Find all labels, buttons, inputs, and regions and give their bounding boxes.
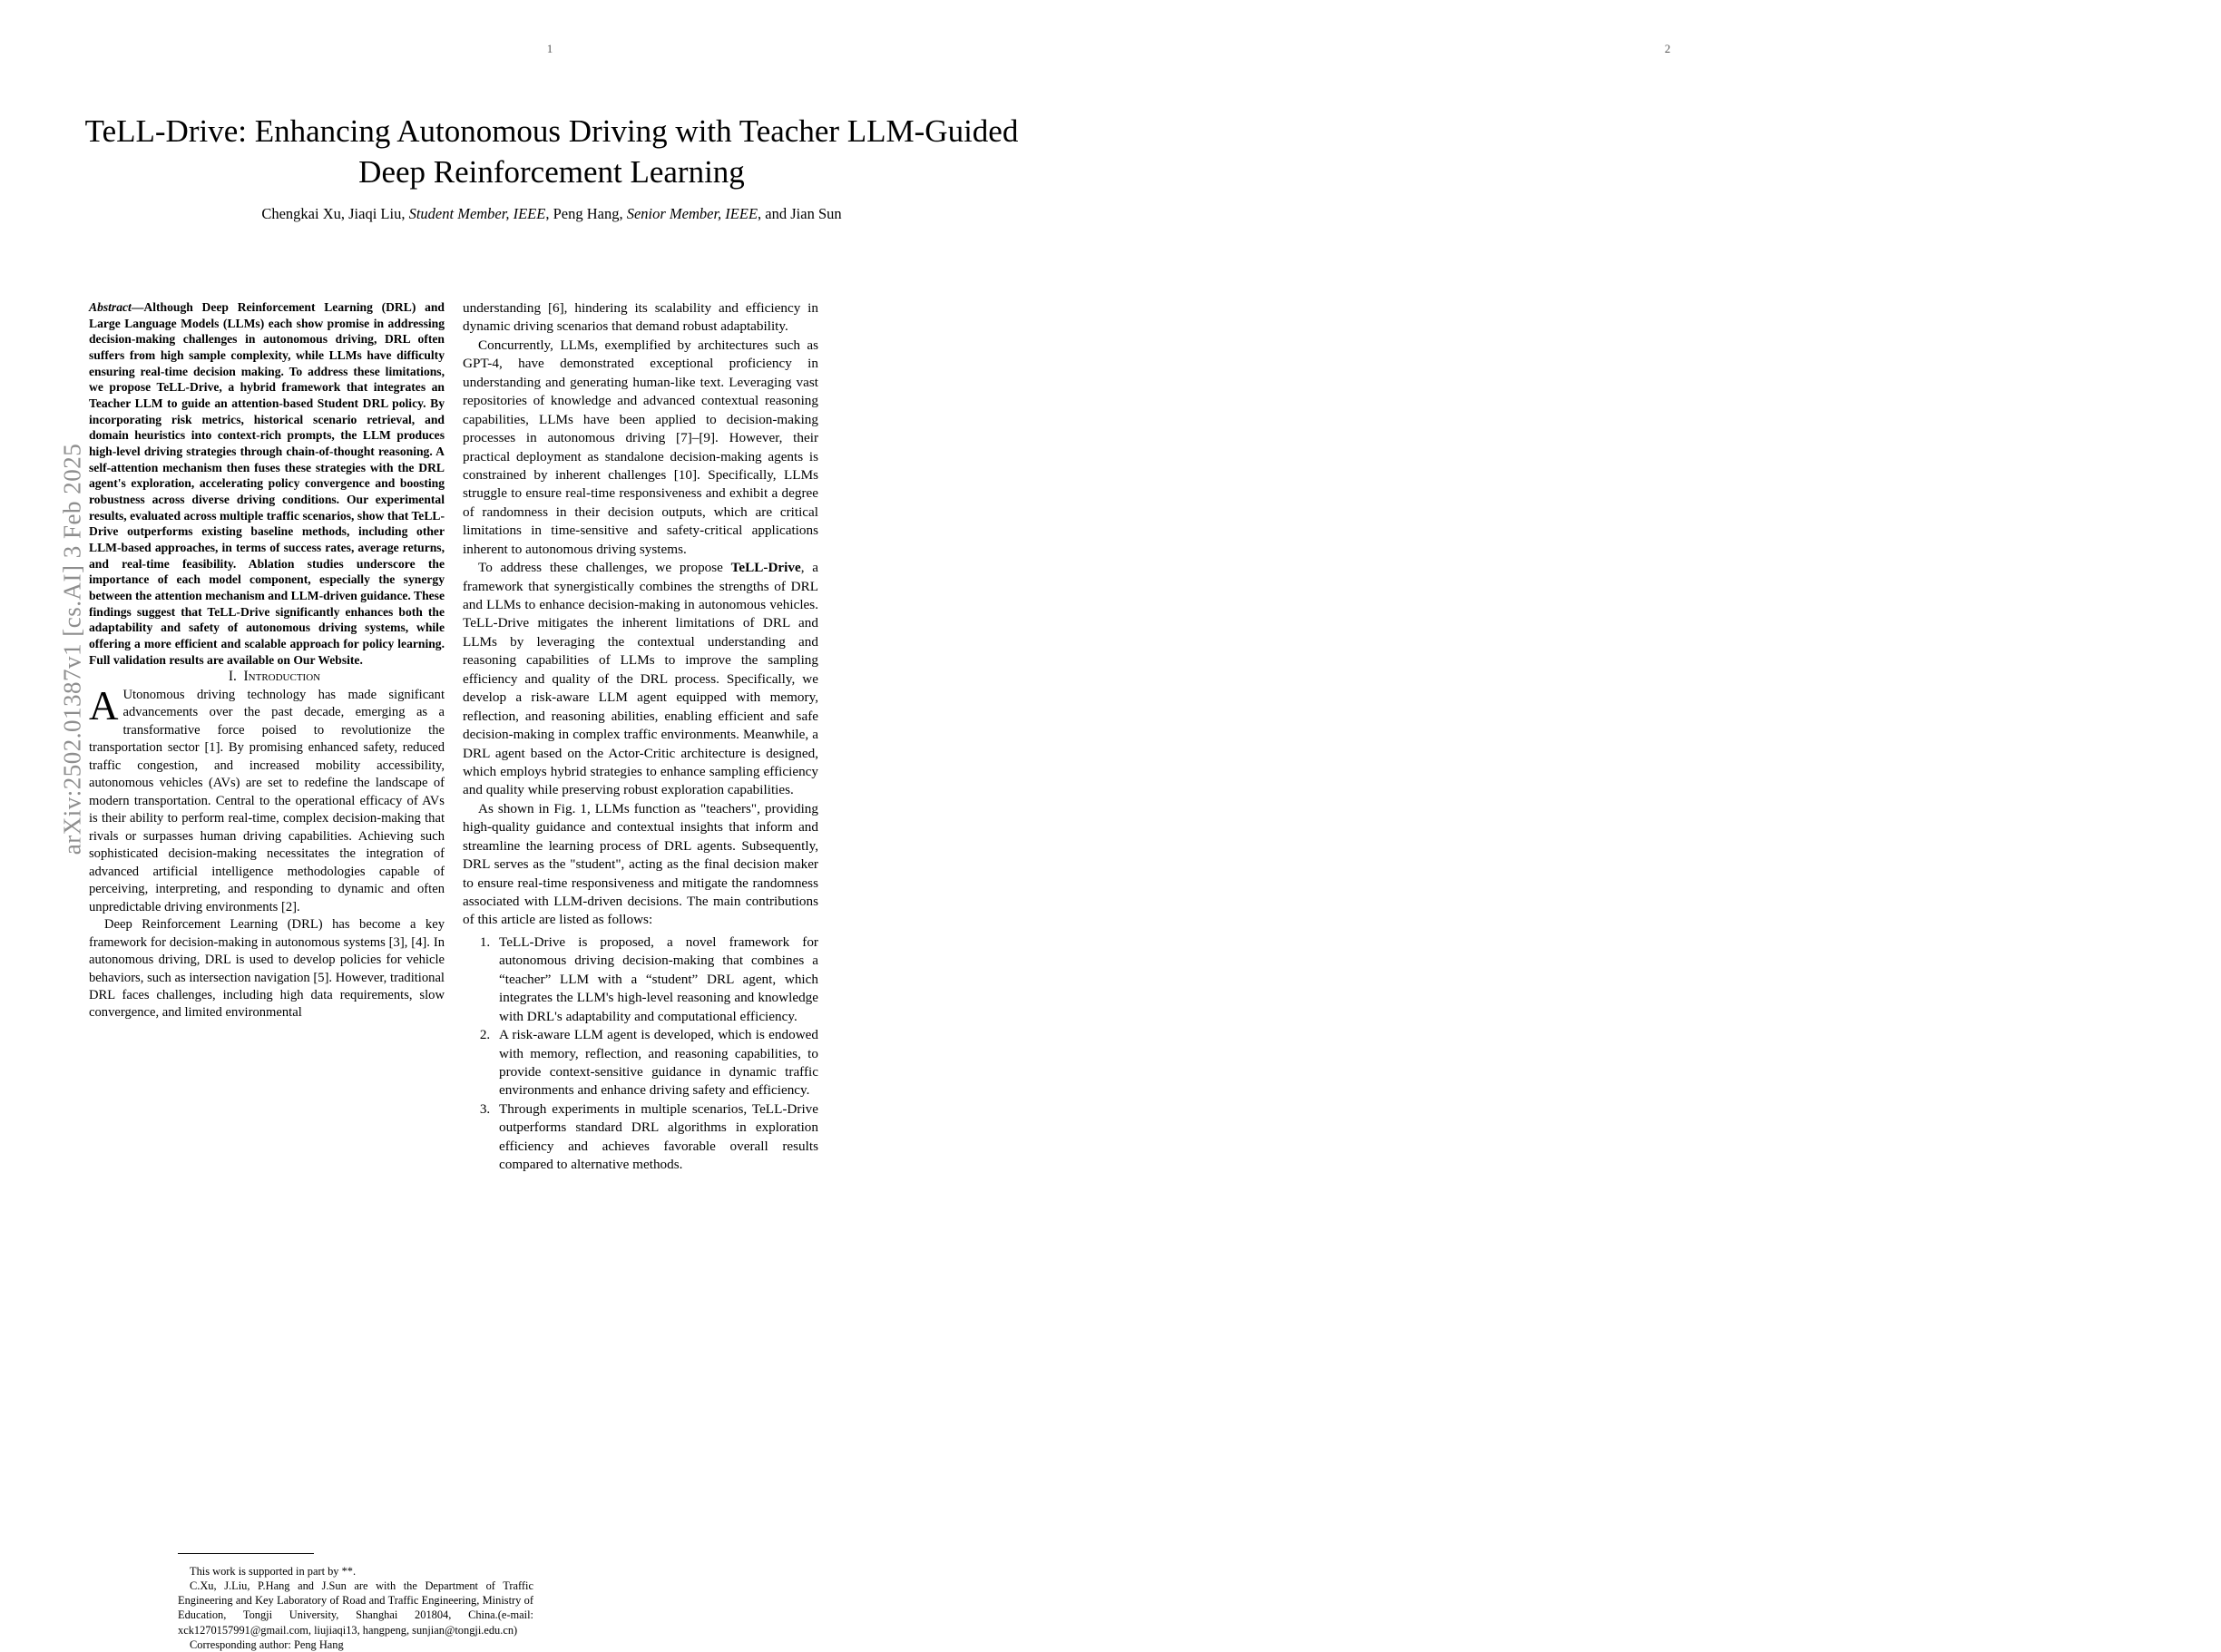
list-item: 2. A risk-aware LLM agent is developed, which is endowed with memory, reflection, and reasoning capabilities, to provide context-sensitive guidance in dynamic traffic environments and enhance driving safety and efficiency. bbox=[494, 1026, 818, 1100]
page1-column-left bbox=[89, 299, 533, 1651]
paper-page-2 bbox=[1110, 0, 2221, 1437]
abstract bbox=[89, 299, 445, 668]
section-heading-introduction bbox=[89, 668, 445, 687]
contributions-list bbox=[463, 934, 818, 1175]
intro-p5-b: , a framework that synergistically combines the strengths of DRL and LLMs to enhance decision-making in autonomous vehicles. TeLL-Drive mitigates the inherent limitations of DRL and LLMs by leveraging the contextual understanding and reasoning capabilities of LLMs to improve the sampling efficiency and quality of the DRL process. Specifically, we develop a risk-aware LLM agent equipped with memory, reflection, and reasoning abilities, enabling efficient and safe decision-making in complex traffic environments. Meanwhile, a DRL agent based on the Actor-Critic architecture is designed, which employs hybrid strategies to enhance sampling efficiency and quality while preserving robust exploration capabilities. bbox=[463, 560, 818, 798]
arxiv-stamp: arXiv:2502.01387v1 [cs.AI] 3 Feb 2025 bbox=[58, 443, 86, 855]
abstract-body: Although Deep Reinforcement Learning (DRL) and Large Language Models (LLMs) each show promise in addressing decision-making challenges in autonomous driving, DRL often suffers from high sample complexity, while LLMs have difficulty ensuring real-time decision making. To address these limitations, we propose TeLL-Drive, a hybrid framework that integrates an Teacher LLM to guide an attention-based Student DRL policy. By incorporating risk metrics, historical scenario retrieval, and domain heuristics into context-rich prompts, the LLM produces high-level driving strategies through chain-of-thought reasoning. A self-attention mechanism then fuses these strategies with the DRL agent's exploration, accelerating policy convergence and boosting robustness across diverse driving conditions. Our experimental results, evaluated across multiple traffic scenarios, show that TeLL-Drive outperforms existing baseline methods, including other LLM-based approaches, in terms of success rates, average returns, and real-time feasibility. Ablation studies underscore the importance of each model component, especially the synergy between the attention mechanism and LLM-driven guidance. These findings suggest that TeLL-Drive significantly enhances both the adaptability and safety of autonomous driving systems, while offering a more efficient and scalable approach for policy learning. Full validation results are available on Our Website. bbox=[89, 300, 445, 667]
footnote-line-2: C.Xu, J.Liu, P.Hang and J.Sun are with the Department of Traffic Engineering and Key Laboratory of Road and Traffic Engineering, Ministry of Education, Tongji University, Shanghai 201804, China.(e-mail: xck1270157991@gmail.com, liujiaqi13, hangpeng, sunjian@tongji.edu.cn) bbox=[178, 1579, 533, 1637]
tell-drive-bold: TeLL-Drive bbox=[730, 560, 801, 576]
authors-pre: Chengkai Xu, Jiaqi Liu, bbox=[261, 205, 409, 222]
page1-column-right bbox=[463, 299, 818, 1175]
page-number-1: 1 bbox=[546, 42, 553, 55]
intro-paragraph-6: As shown in Fig. 1, LLMs function as "teachers", providing high-quality guidance and contextual insights that inform and streamline the learning process of DRL agents. Subsequently, DRL serves as the "student", acting as the final decision maker to ensure real-time responsiveness and mitigate the randomness associated with LLM-driven decisions. The main contributions of this article are listed as follows: bbox=[463, 800, 818, 928]
author-line bbox=[71, 205, 1032, 223]
paper-page-1 bbox=[0, 0, 1110, 1651]
intro-paragraph-5 bbox=[463, 559, 818, 800]
abstract-label: Abstract bbox=[89, 300, 132, 314]
intro-p1-text: Utonomous driving technology has made significant advancements over the past decade, emerging as a transformative force poised to revolutionize the transportation sector [1]. By promising enhanced safety, reduced traffic congestion, and increased mobility accessibility, autonomous vehicles (AVs) are set to redefine the landscape of modern transportation. Central to the operational efficacy of AVs is their ability to perform real-time, complex decision-making that rivals or surpasses human driving capabilities. Achieving such sophisticated decision-making necessitates the integration of advanced artificial intelligence methodologies capable of perceiving, interpreting, and responding to dynamic and often unpredictable driving environments [2]. bbox=[89, 688, 445, 914]
intro-p5-a: To address these challenges, we propose bbox=[478, 560, 731, 576]
footnote-line-1: This work is supported in part by **. bbox=[190, 1565, 357, 1578]
intro-paragraph-1 bbox=[89, 683, 445, 916]
authors-membership-1: Student Member, IEEE bbox=[408, 205, 546, 222]
list-item: 3. Through experiments in multiple scenarios, TeLL-Drive outperforms standard DRL algorithms in exploration efficiency and achieves favorable overall results compared to alternative methods. bbox=[494, 1100, 818, 1175]
section-number: I. bbox=[228, 669, 237, 685]
page-title: TeLL-Drive: Enhancing Autonomous Driving with Teacher LLM-Guided Deep Reinforcement Learning bbox=[84, 113, 1019, 191]
intro-paragraph-3: understanding [6], hindering its scalability and efficiency in dynamic driving scenarios that demand robust adaptability. bbox=[463, 300, 818, 335]
abstract-dash: — bbox=[131, 300, 144, 314]
section-name: Introduction bbox=[243, 669, 321, 685]
list-item: 1. TeLL-Drive is proposed, a novel framework for autonomous driving decision-making that combines a “teacher” LLM with a “student” DRL agent, which integrates the LLM's high-level reasoning and knowledge with DRL's adaptability and computational efficiency. bbox=[494, 934, 818, 1026]
drop-cap: A bbox=[89, 683, 119, 729]
authors-mid: , Peng Hang, bbox=[545, 205, 627, 222]
intro-paragraph-2: Deep Reinforcement Learning (DRL) has become a key framework for decision-making in autonomous systems [3], [4]. In autonomous driving, DRL is used to develop policies for vehicle behaviors, such as intersection navigation [5]. However, traditional DRL faces challenges, including high data requirements, slow convergence, and limited environmental bbox=[89, 917, 445, 1021]
page-number-2: 2 bbox=[1664, 42, 1671, 55]
footnote-line-3: Corresponding author: Peng Hang bbox=[190, 1637, 344, 1651]
authors-post: , and Jian Sun bbox=[758, 205, 842, 222]
footnote-block bbox=[178, 1564, 533, 1652]
authors-membership-2: Senior Member, IEEE bbox=[626, 205, 758, 222]
intro-paragraph-4: Concurrently, LLMs, exemplified by architectures such as GPT-4, have demonstrated exceptional proficiency in understanding and generating human-like text. Leveraging vast repositories of knowledge and advanced contextual reasoning capabilities, LLMs have been applied to decision-making processes in autonomous driving [7]–[9]. However, their practical deployment as standalone decision-making agents is constrained by inherent challenges [10]. Specifically, LLMs struggle to ensure real-time responsiveness and exhibit a degree of randomness in their decision outputs, which are critical limitations in time-sensitive and safety-critical applications inherent to autonomous driving systems. bbox=[463, 337, 818, 557]
